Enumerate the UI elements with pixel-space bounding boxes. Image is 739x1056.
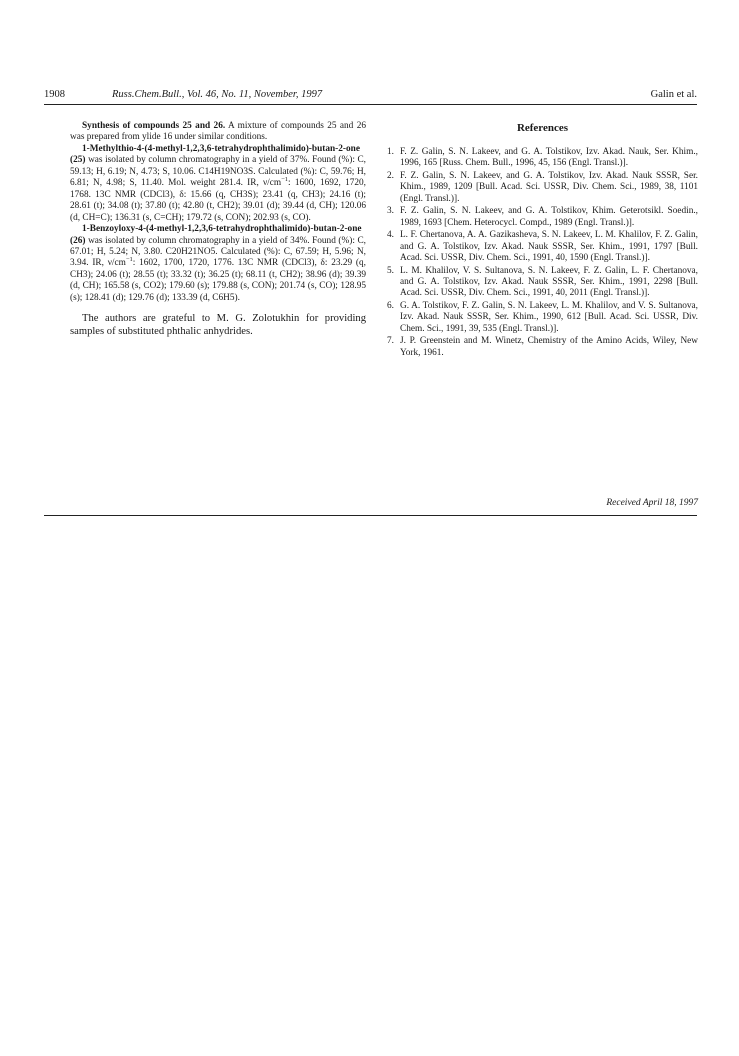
compound-26-paragraph bbox=[70, 224, 366, 304]
compound-25-text-a: was isolated by column chromatography in a yield of 37%. Found (%): C, 59.13; H, 6.19; N, 4.73; S, 10.06. C bbox=[70, 155, 366, 177]
synthesis-text: A mixture of compounds 25 and 26 was prepared from ylide 16 under similar conditions. bbox=[70, 121, 366, 143]
compound-25-text-c: : 1600, 1692, 1720, 1768. 13C NMR (CDCl3), δ: 15.66 (q, CH3S); 23.41 (q, CH3); 24.16 (t); 28.61 (t); 34.08 (t); 37.80 (t); 42.80 (t, CH2); 39.01 (d); 39.44 (d, CH); 120.06 (d, CH=C); 136.31 (s, C=CH); 179.72 (s, CON); 202.93 (s, CO). bbox=[70, 178, 367, 223]
reference-text: F. Z. Galin, S. N. Lakeev, and G. A. Tolstikov, Khim. Geterotsikl. Soedin., 1989, 1693 [Chem. Heterocycl. Compd., 1989 (Engl. Transl.)]. bbox=[400, 206, 698, 228]
reference-text: J. P. Greenstein and M. Winetz, Chemistry of the Amino Acids, Wiley, New York, 1961. bbox=[400, 336, 698, 358]
references-title: References bbox=[516, 122, 569, 134]
page-number: 1908 bbox=[44, 89, 65, 100]
left-column bbox=[70, 121, 366, 338]
compound-25-paragraph bbox=[70, 144, 366, 224]
compound-25-name: 1-Methylthio-4-(4-methyl-1,2,3,6-tetrahydrophthalimido)-butan-2-one (25) bbox=[70, 143, 360, 166]
received-date: Received April 18, 1997 bbox=[606, 498, 698, 508]
running-author: Galin et al. bbox=[650, 89, 697, 100]
reference-number: 5. bbox=[387, 265, 394, 276]
reference-item bbox=[387, 266, 698, 300]
reference-item bbox=[387, 301, 698, 335]
compound-26-name: 1-Benzoyloxy-4-(4-methyl-1,2,3,6-tetrahydrophthalimido)-butan-2-one (26) bbox=[70, 224, 362, 246]
reference-item bbox=[387, 336, 698, 359]
reference-text: F. Z. Galin, S. N. Lakeev, and G. A. Tolstikov, Izv. Akad. Nauk SSSR, Ser. Khim., 1989, 1209 [Bull. Acad. Sci. USSR, Div. Chem. Sci., 1989, 38, 1101 (Engl. Transl.)]. bbox=[400, 170, 698, 204]
reference-number: 3. bbox=[387, 206, 394, 217]
page-header bbox=[44, 88, 697, 102]
reference-item bbox=[387, 230, 698, 264]
compound-26-text-a: was isolated by column chromatography in a yield of 34%. Found (%): C, 67.01; H, 5.24; N, 3.80. C bbox=[70, 235, 366, 257]
journal-citation: Russ.Chem.Bull., Vol. 46, No. 11, November, 1997 bbox=[112, 89, 323, 100]
reference-number: 4. bbox=[387, 230, 394, 241]
compound-26-formula: 20H21NO5 bbox=[171, 246, 216, 257]
superscript-minus-one: −1 bbox=[125, 256, 133, 264]
reference-text: G. A. Tolstikov, F. Z. Galin, S. N. Lakeev, L. M. Khalilov, and V. S. Sultanova, Izv. Akad. Nauk SSSR, Ser. Khim., 1990, 612 [Bull. Acad. Sci. USSR, Div. Chem. Sci., 1991, 39, 535 (Engl. Transl.)]. bbox=[400, 300, 698, 334]
reference-number: 1. bbox=[387, 147, 394, 157]
compound-26-text-b: . Calculated (%): C, 67.59; H, 5.96; N, 3.94. IR, ν/cm bbox=[70, 246, 366, 269]
reference-item bbox=[387, 171, 698, 205]
superscript-minus-one: −1 bbox=[281, 176, 289, 184]
header-rule bbox=[44, 104, 697, 105]
synthesis-paragraph bbox=[70, 121, 366, 144]
footer-rule bbox=[44, 515, 697, 516]
reference-item bbox=[387, 147, 698, 170]
reference-number: 7. bbox=[387, 336, 394, 347]
reference-text: L. F. Chertanova, A. A. Gazikasheva, S. N. Lakeev, L. M. Khalilov, F. Z. Galin, and G. A. Tolstikov, Izv. Akad. Nauk SSSR, Ser. Khim., 1991, 1797 [Bull. Acad. Sci. USSR, Div. Chem. Sci., 1991, 40, 1590 (Engl. Transl.)]. bbox=[400, 230, 698, 264]
compound-26-text-c: : 1602, 1700, 1720, 1776. 13C NMR (CDCl3), δ: 23.29 (q, CH3); 24.06 (t); 28.55 (t); 33.32 (t); 36.25 (t); 68.11 (t, CH2); 38.96 (d); 39.39 (d, CH); 165.58 (s, CO2); 179.60 (s); 179.88 (s, CON); 201.74 (s, CO); 128.95 (s); 128.41 (d); 129.76 (d); 133.39 (d, C6H5). bbox=[70, 258, 366, 303]
reference-item bbox=[387, 206, 698, 229]
synthesis-heading: Synthesis of compounds 25 and 26. bbox=[82, 121, 226, 131]
reference-text: L. M. Khalilov, V. S. Sultanova, S. N. Lakeev, F. Z. Galin, L. F. Chertanova, and G. A. Tolstikov, Izv. Akad. Nauk SSSR, Ser. Khim., 1991, 2298 [Bull. Acad. Sci. USSR, Div. Chem. Sci., 1991, 40, 2011 (Engl. Transl.)]. bbox=[400, 265, 698, 299]
reference-number: 6. bbox=[387, 300, 394, 311]
compound-25-text-b: . Calculated (%): C, 59.76; H, 6.81; N, 4.98; S, 11.40. Mol. weight 281.4. IR, ν/cm bbox=[70, 166, 366, 189]
acknowledgment: The authors are grateful to M. G. Zolotukhin for providing samples of substituted phthalic anhydrides. bbox=[70, 313, 366, 337]
references-column bbox=[387, 121, 698, 360]
compound-25-formula: 14H19NO3S bbox=[204, 166, 254, 177]
reference-number: 2. bbox=[387, 170, 394, 181]
reference-text: F. Z. Galin, S. N. Lakeev, and G. A. Tolstikov, Izv. Akad. Nauk, Ser. Khim., 1996, 165 [Russ. Chem. Bull., 1996, 45, 156 (Engl. Transl.)]. bbox=[400, 147, 698, 169]
